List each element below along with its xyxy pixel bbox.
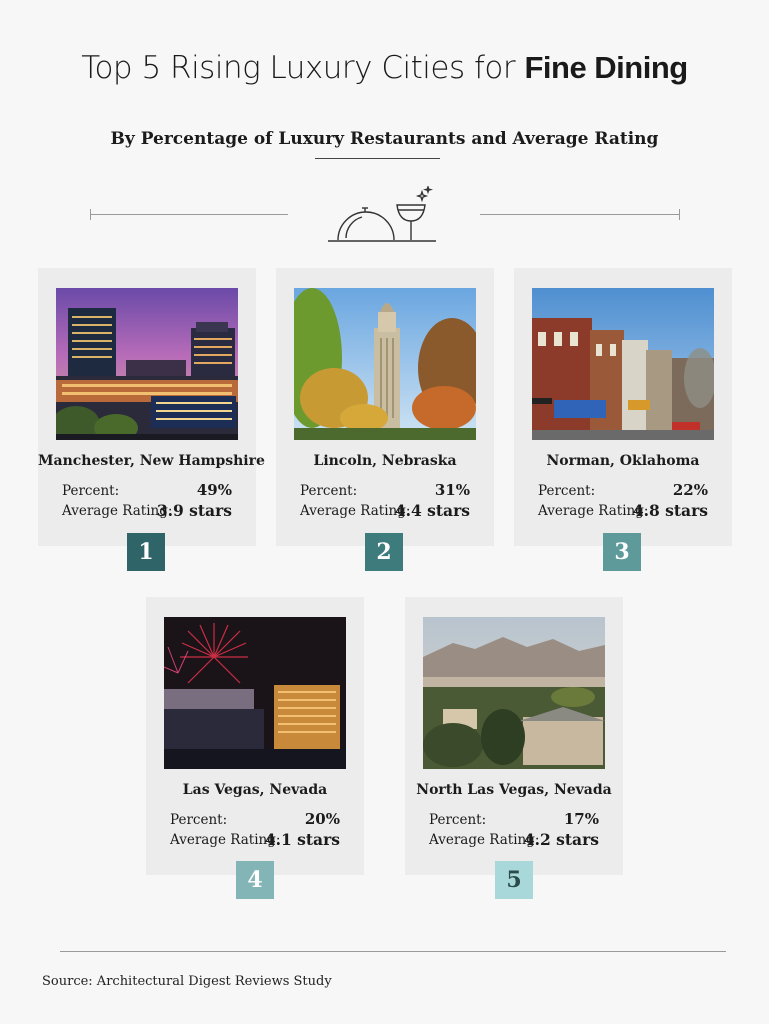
rank-badge-3: 3 — [603, 533, 641, 571]
title-regular: Top 5 Rising Luxury Cities for — [81, 50, 516, 86]
rating-label: Average Rating: — [300, 503, 411, 519]
city-name: Las Vegas, Nevada — [182, 782, 328, 798]
rating-value: 3.9 stars — [156, 501, 232, 520]
rating-value: 4.4 stars — [394, 501, 470, 520]
rank-badge-2: 2 — [365, 533, 403, 571]
rating-label: Average Rating: — [429, 832, 540, 848]
rating-label: Average Rating: — [538, 503, 649, 519]
page-title — [0, 50, 769, 86]
city-card-1 — [38, 268, 265, 546]
cloche-and-cocktail-glass-icon — [326, 186, 438, 244]
percent-value: 22% — [672, 481, 708, 499]
percent-value: 49% — [196, 481, 232, 499]
rating-label: Average Rating: — [62, 503, 173, 519]
percent-value: 17% — [563, 810, 599, 828]
percent-label: Percent: — [170, 812, 228, 828]
percent-label: Percent: — [300, 483, 358, 499]
las-vegas-fireworks-photo — [164, 617, 346, 769]
rank-badge-5: 5 — [495, 861, 533, 899]
rank-badge-4: 4 — [236, 861, 274, 899]
source-note: Source: Architectural Digest Reviews Study — [42, 974, 332, 989]
percent-label: Percent: — [62, 483, 120, 499]
percent-value: 31% — [434, 481, 470, 499]
footer-divider — [60, 951, 726, 952]
rating-value: 4.1 stars — [264, 830, 340, 849]
percent-value: 20% — [304, 810, 340, 828]
north-las-vegas-mountains-photo — [423, 617, 605, 769]
percent-label: Percent: — [429, 812, 487, 828]
percent-label: Percent: — [538, 483, 596, 499]
rating-value: 4.8 stars — [632, 501, 708, 520]
divider-left — [90, 214, 288, 215]
city-card-4 — [146, 597, 364, 875]
lincoln-capitol-photo — [294, 288, 476, 440]
subtitle-underline — [315, 158, 440, 159]
rating-value: 4.2 stars — [523, 830, 599, 849]
city-name: Norman, Oklahoma — [546, 453, 700, 469]
rating-label: Average Rating: — [170, 832, 281, 848]
city-name: North Las Vegas, Nevada — [416, 782, 612, 798]
divider-right-tick — [679, 209, 680, 220]
page-subtitle: By Percentage of Luxury Restaurants and Average Rating — [110, 129, 659, 149]
divider-right — [480, 214, 679, 215]
city-card-3 — [514, 268, 732, 546]
rank-badge-1: 1 — [127, 533, 165, 571]
city-name: Manchester, New Hampshire — [38, 453, 265, 469]
manchester-skyline-photo — [56, 288, 238, 440]
city-name: Lincoln, Nebraska — [313, 453, 457, 469]
title-bold: Fine Dining — [524, 50, 688, 85]
city-card-5 — [405, 597, 623, 875]
city-card-2 — [276, 268, 494, 546]
norman-main-street-photo — [532, 288, 714, 440]
